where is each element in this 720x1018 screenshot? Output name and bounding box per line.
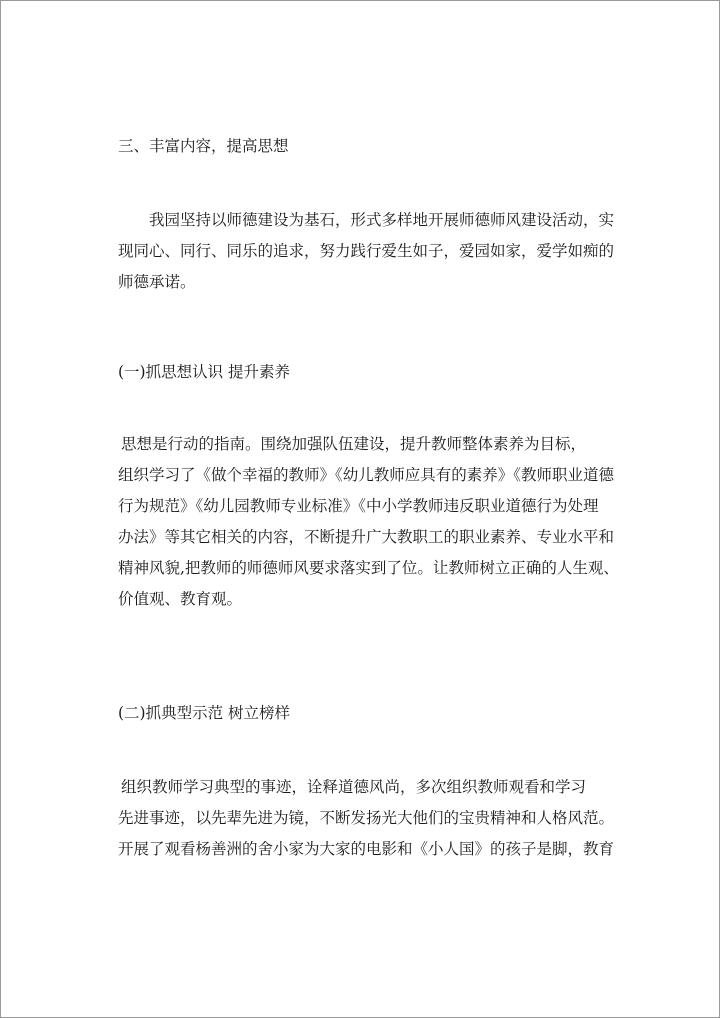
paragraph-line: 组织教师学习典型的事迹，诠释道德风尚，多次组织教师观看和学习	[121, 778, 587, 796]
subsection-2-paragraph	[118, 772, 638, 865]
paragraph-line: 办法》等其它相关的内容，不断提升广大教职工的职业素养、专业水平和	[118, 528, 615, 546]
paragraph-line: 价值观、教育观。	[118, 590, 243, 608]
paragraph-line: 现同心、同行、同乐的追求，努力践行爱生如子，爱园如家，爱学如痴的	[118, 242, 615, 260]
paragraph-line: 组织学习了《做个幸福的教师》《幼儿教师应具有的素养》《教师职业道德	[118, 466, 615, 484]
paragraph-line: 师德承诺。	[118, 273, 196, 291]
paragraph-line: 开展了观看杨善洲的舍小家为大家的电影和《小人国》的孩子是脚，教育	[118, 840, 615, 858]
paragraph-line: 思想是行动的指南。围绕加强队伍建设，提升教师整体素养为目标，	[121, 435, 587, 453]
section-heading: 三、丰富内容，提高思想	[118, 137, 289, 155]
paragraph-line: 精神风貌,把教师的师德师风要求落实到了位。让教师树立正确的人生观、	[118, 559, 619, 577]
paragraph-line: 行为规范》《幼儿园教师专业标准》《中小学教师违反职业道德行为处理	[118, 497, 599, 515]
intro-paragraph	[118, 205, 638, 298]
subsection-heading-1: (一)抓思想认识 提升素养	[118, 363, 291, 381]
subsection-heading-2: (二)抓典型示范 树立榜样	[118, 704, 291, 722]
paragraph-line: 我园坚持以师德建设为基石，形式多样地开展师德师风建设活动，实	[149, 211, 615, 229]
paragraph-line: 先进事迹，以先辈先进为镜，不断发扬光大他们的宝贵精神和人格风范。	[118, 809, 615, 827]
subsection-1-paragraph	[118, 429, 638, 615]
